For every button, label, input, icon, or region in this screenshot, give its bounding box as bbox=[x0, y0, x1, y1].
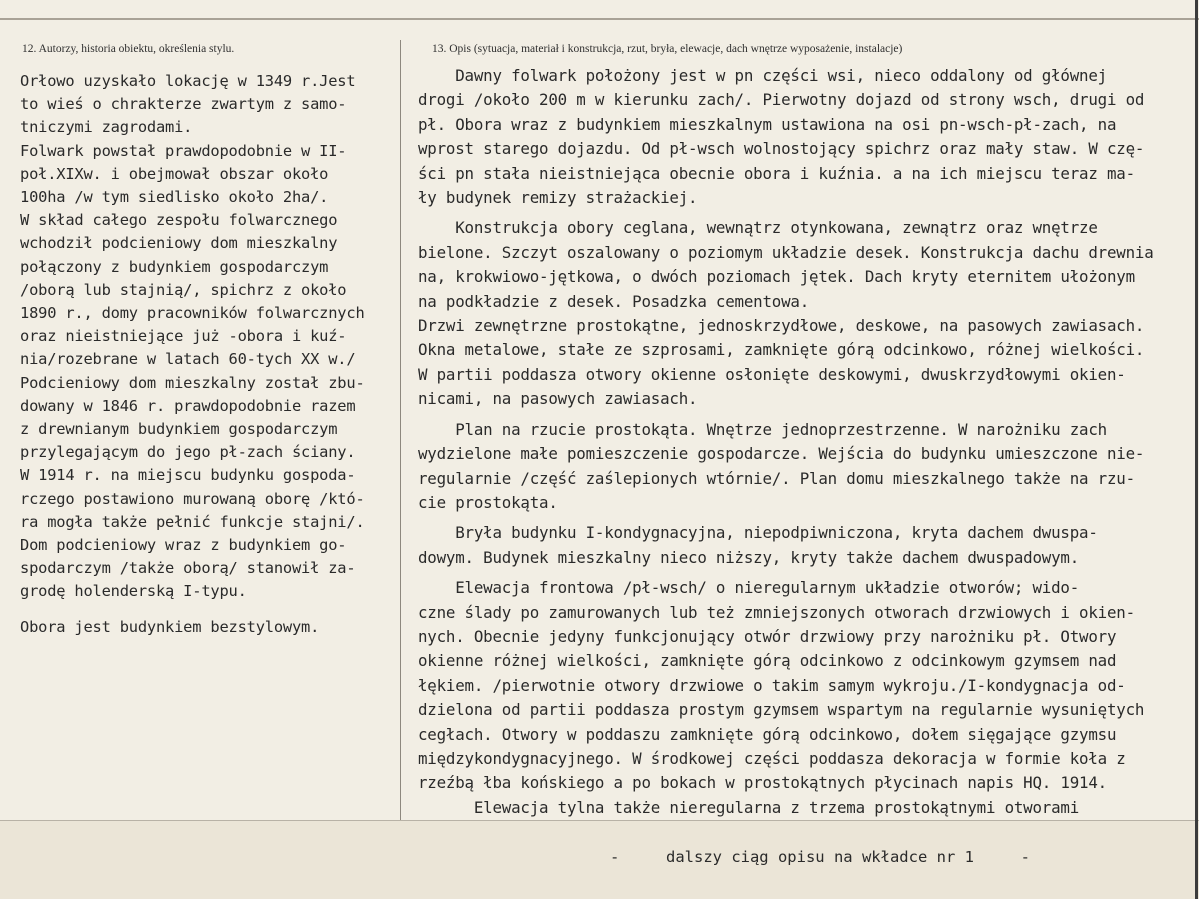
text-line: pł. Obora wraz z budynkiem mieszkalnym ustawiona na osi pn-wsch-pł-zach, na bbox=[418, 114, 1117, 134]
text-line: Konstrukcja obory ceglana, wewnątrz otynkowana, zewnątrz oraz wnętrze bbox=[418, 218, 1098, 238]
text-line: dowym. Budynek mieszkalny nieco niższy, kryty także dachem dwuspadowym. bbox=[418, 547, 1080, 567]
top-rule bbox=[0, 18, 1199, 20]
text-line: nia/rozebrane w latach 60-tych XX w./ bbox=[20, 350, 356, 369]
page-edge bbox=[1195, 0, 1198, 899]
text-line: poł.XIXw. i obejmował obszar około bbox=[20, 164, 329, 183]
text-line: Podcieniowy dom mieszkalny został zbu- bbox=[20, 373, 365, 392]
text-line: ły budynek remizy strażackiej. bbox=[418, 188, 698, 208]
text-line: połączony z budynkiem gospodarczym bbox=[20, 257, 329, 276]
right-column-header: 13. Opis (sytuacja, materiał i konstrukcja, rzut, bryła, elewacje, dach wnętrze wyposażenie, instalacje) bbox=[432, 43, 903, 55]
location-paragraph bbox=[418, 64, 1193, 210]
text-line: rzeźbą łba końskiego a po bokach w prostokątnych płycinach napis HQ. 1914. bbox=[418, 773, 1107, 793]
history-column bbox=[20, 70, 400, 639]
continuation-note: - dalszy ciąg opisu na wkładce nr 1 - bbox=[610, 848, 1030, 866]
text-line: dowany w 1846 r. prawdopodobnie razem bbox=[20, 396, 356, 415]
massing-paragraph bbox=[418, 521, 1193, 570]
text-line: wydzielone małe pomieszczenie gospodarcze. Wejścia do budynku umieszczone nie- bbox=[418, 444, 1145, 464]
text-line: okienne różnej wielkości, zamknięte górą odcinkowo z odcinkowym gzymsem nad bbox=[418, 651, 1117, 671]
text-line: tniczymi zagrodami. bbox=[20, 118, 193, 137]
text-line: wchodził podcieniowy dom mieszkalny bbox=[20, 234, 338, 253]
text-line: Dom podcieniowy wraz z budynkiem go- bbox=[20, 536, 347, 555]
text-line: dzielona od partii poddasza prostym gzymsem wspartym na regularnie wysuniętych bbox=[418, 700, 1145, 720]
text-line: regularnie /część zaślepionych wtórnie/. Plan domu mieszkalnego także na rzu- bbox=[418, 468, 1135, 488]
text-line: na podkładzie z desek. Posadzka cementowa. bbox=[418, 291, 810, 311]
construction-paragraph bbox=[418, 216, 1193, 411]
text-line: /oborą lub stajnią/, spichrz z około bbox=[20, 280, 347, 299]
text-line: Elewacja tylna także nieregularna z trzema prostokątnymi otworami bbox=[418, 797, 1080, 817]
description-column bbox=[418, 64, 1193, 820]
text-line: cegłach. Otwory w poddaszu zamknięte górą odcinkowo, dołem sięgające gzymsu bbox=[418, 724, 1117, 744]
text-line: wprost starego dojazdu. Od pł-wsch wolnostojący spichrz oraz mały staw. W czę- bbox=[418, 139, 1145, 159]
text-line: łękiem. /pierwotnie otwory drzwiowe o takim samym wykroju./I-kondygnacja od- bbox=[418, 675, 1126, 695]
text-line: spodarczym /także oborą/ stanowił za- bbox=[20, 559, 356, 578]
text-line: Folwark powstał prawdopodobnie w II- bbox=[20, 141, 347, 160]
text-line: Bryła budynku I-kondygnacyjna, niepodpiwniczona, kryta dachem dwuspa- bbox=[418, 523, 1098, 543]
text-line: drogi /około 200 m w kierunku zach/. Pierwotny dojazd od strony wsch, drugi od bbox=[418, 90, 1145, 110]
text-line: W skład całego zespołu folwarcznego bbox=[20, 211, 338, 230]
elevation-paragraph bbox=[418, 576, 1193, 820]
text-line: rczego postawiono murowaną oborę /któ- bbox=[20, 489, 365, 508]
text-line: Obora jest budynkiem bezstylowym. bbox=[20, 617, 320, 636]
text-line: cie prostokąta. bbox=[418, 492, 558, 512]
text-line: nicami, na pasowych zawiasach. bbox=[418, 389, 698, 409]
text-line: Plan na rzucie prostokąta. Wnętrze jednoprzestrzenne. W narożniku zach bbox=[418, 419, 1107, 439]
text-line: ści pn stała nieistniejąca obecnie obora i kuźnia. a na ich miejscu teraz ma- bbox=[418, 163, 1135, 183]
plan-paragraph bbox=[418, 418, 1193, 516]
text-line: Dawny folwark położony jest w pn części wsi, nieco oddalony od głównej bbox=[418, 66, 1107, 85]
text-line: Elewacja frontowa /pł-wsch/ o nieregularnym układzie otworów; wido- bbox=[418, 578, 1080, 598]
text-line: W partii poddasza otwory okienne osłonięte deskowymi, dwuskrzydłowymi okien- bbox=[418, 364, 1126, 384]
left-column-header: 12. Autorzy, historia obiektu, określenia stylu. bbox=[22, 43, 235, 55]
text-line: to wieś o chrakterze zwartym z samo- bbox=[20, 95, 347, 114]
text-line: oraz nieistniejące już -obora i kuź- bbox=[20, 327, 347, 346]
text-line: międzykondygnacyjnego. W środkowej części poddasza dekoracja w formie koła z bbox=[418, 748, 1126, 768]
text-line: 1890 r., domy pracowników folwarcznych bbox=[20, 304, 365, 323]
text-line: z drewnianym budynkiem gospodarczym bbox=[20, 420, 338, 439]
text-line: grodę holenderską I-typu. bbox=[20, 582, 247, 601]
history-paragraph bbox=[20, 70, 400, 604]
text-line: 100ha /w tym siedlisko około 2ha/. bbox=[20, 188, 329, 207]
column-divider bbox=[400, 40, 401, 820]
text-line: na, krokwiowo-jętkowa, o dwóch poziomach jętek. Dach kryty eternitem ułożonym bbox=[418, 267, 1135, 287]
text-line: czne ślady po zamurowanych lub też zmniejszonych otworach drzwiowych i okien- bbox=[418, 602, 1135, 622]
text-line: Okna metalowe, stałe ze szprosami, zamknięte górą odcinkowo, różnej wielkości. bbox=[418, 340, 1145, 360]
text-line: Orłowo uzyskało lokację w 1349 r.Jest bbox=[20, 72, 356, 90]
text-line: W 1914 r. na miejscu budynku gospoda- bbox=[20, 466, 356, 485]
text-line: przylegającym do jego pł-zach ściany. bbox=[20, 443, 356, 462]
text-line: ra mogła także pełnić funkcje stajni/. bbox=[20, 512, 365, 531]
text-line: bielone. Szczyt oszalowany o poziomym układzie desek. Konstrukcja dachu drewnia bbox=[418, 242, 1154, 262]
style-paragraph bbox=[20, 616, 400, 639]
text-line: nych. Obecnie jedyny funkcjonujący otwór drzwiowy przy narożniku pł. Otwory bbox=[418, 626, 1117, 646]
text-line: Drzwi zewnętrzne prostokątne, jednoskrzydłowe, deskowe, na pasowych zawiasach. bbox=[418, 316, 1145, 336]
